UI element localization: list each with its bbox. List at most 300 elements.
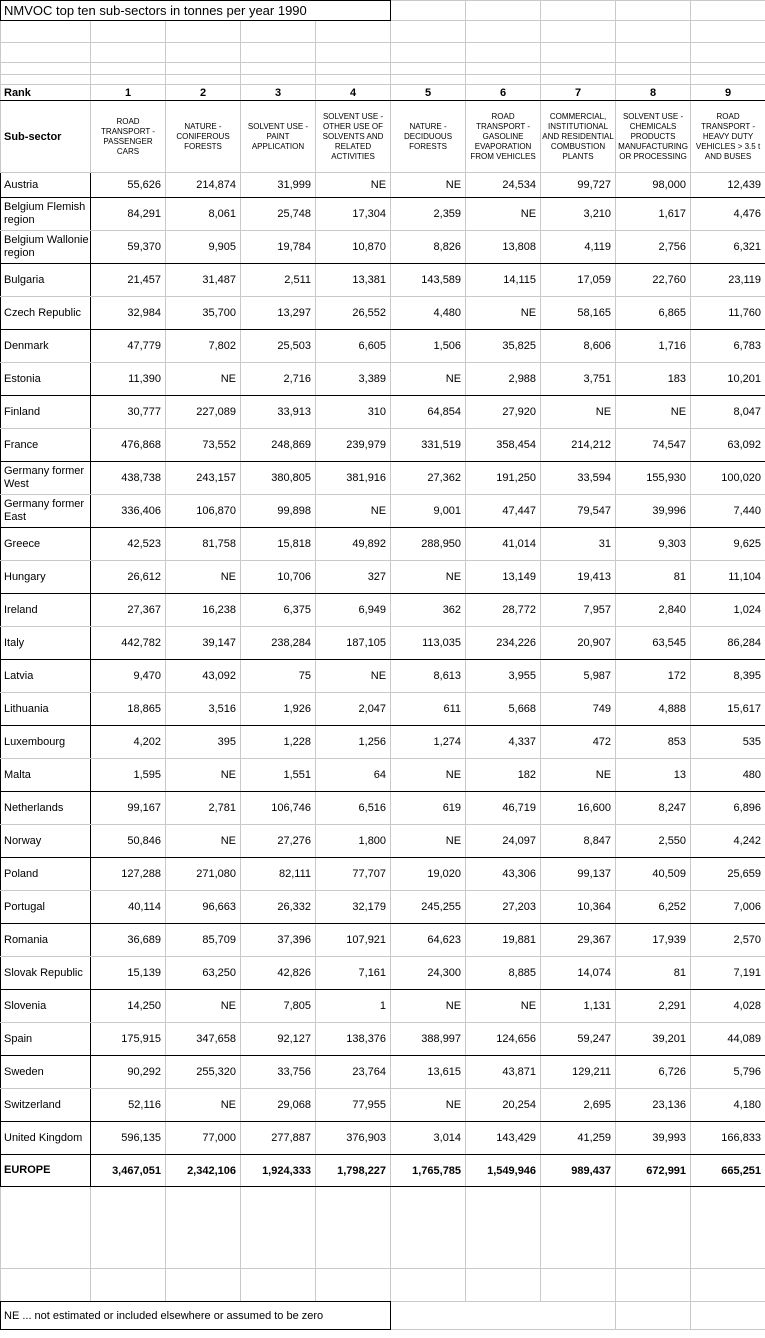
value-cell: 17,939 [616, 924, 691, 957]
empty-cell [316, 21, 391, 43]
empty-cell [466, 1187, 541, 1269]
value-cell: 82,111 [241, 858, 316, 891]
table-row [1, 363, 765, 396]
rank-number: 3 [241, 85, 316, 101]
value-cell: 30,777 [91, 396, 166, 429]
value-cell: 6,865 [616, 297, 691, 330]
value-cell: 2,342,106 [166, 1155, 241, 1187]
value-cell: 25,659 [691, 858, 765, 891]
value-cell: 19,413 [541, 561, 616, 594]
value-cell: 672,991 [616, 1155, 691, 1187]
country-label: Czech Republic [1, 297, 91, 330]
table-row [1, 858, 765, 891]
value-cell: NE [391, 759, 466, 792]
empty-cell [391, 63, 466, 75]
column-header: NATURE - CONIFEROUS FORESTS [166, 101, 241, 173]
value-cell: 7,440 [691, 495, 765, 528]
table-row [1, 825, 765, 858]
value-cell: 4,480 [391, 297, 466, 330]
value-cell: 64,623 [391, 924, 466, 957]
empty-cell [241, 43, 316, 63]
value-cell: 1,551 [241, 759, 316, 792]
value-cell: 11,104 [691, 561, 765, 594]
value-cell: 41,259 [541, 1122, 616, 1155]
country-label: Norway [1, 825, 91, 858]
empty-cell [166, 63, 241, 75]
value-cell: NE [466, 198, 541, 231]
value-cell: 8,247 [616, 792, 691, 825]
value-cell: 2,359 [391, 198, 466, 231]
value-cell: NE [166, 825, 241, 858]
table-row [1, 759, 765, 792]
value-cell: 172 [616, 660, 691, 693]
value-cell: 2,781 [166, 792, 241, 825]
empty-cell [541, 43, 616, 63]
rank-number: 4 [316, 85, 391, 101]
value-cell: 26,332 [241, 891, 316, 924]
value-cell: 26,612 [91, 561, 166, 594]
value-cell: 1,256 [316, 726, 391, 759]
empty-row [1, 63, 765, 75]
value-cell: 8,847 [541, 825, 616, 858]
value-cell: NE [391, 363, 466, 396]
table-row [1, 726, 765, 759]
value-cell: NE [391, 1089, 466, 1122]
value-cell: 2,988 [466, 363, 541, 396]
empty-cell [241, 63, 316, 75]
value-cell: NE [391, 561, 466, 594]
value-cell: 25,748 [241, 198, 316, 231]
value-cell: 362 [391, 594, 466, 627]
value-cell: 619 [391, 792, 466, 825]
country-label: Denmark [1, 330, 91, 363]
value-cell: 81,758 [166, 528, 241, 561]
table-row [1, 1023, 765, 1056]
value-cell: 4,119 [541, 231, 616, 264]
country-label: Spain [1, 1023, 91, 1056]
value-cell: 63,250 [166, 957, 241, 990]
empty-cell [466, 63, 541, 75]
value-cell: 11,390 [91, 363, 166, 396]
value-cell: 191,250 [466, 462, 541, 495]
table-row [1, 528, 765, 561]
value-cell: 3,210 [541, 198, 616, 231]
empty-cell [616, 43, 691, 63]
value-cell: 6,949 [316, 594, 391, 627]
value-cell: 31 [541, 528, 616, 561]
value-cell: 271,080 [166, 858, 241, 891]
value-cell: 96,663 [166, 891, 241, 924]
table-row [1, 462, 765, 495]
empty-cell [691, 63, 765, 75]
value-cell: 1,926 [241, 693, 316, 726]
table-row [1, 330, 765, 363]
column-header: NATURE - DECIDUOUS FORESTS [391, 101, 466, 173]
value-cell: 5,987 [541, 660, 616, 693]
country-label: Germany former East [1, 495, 91, 528]
value-cell: 1,506 [391, 330, 466, 363]
page-title: NMVOC top ten sub-sectors in tonnes per year 1990 [1, 1, 391, 21]
country-label: Slovenia [1, 990, 91, 1023]
table-row [1, 957, 765, 990]
value-cell: 3,516 [166, 693, 241, 726]
country-label: Estonia [1, 363, 91, 396]
value-cell: 5,796 [691, 1056, 765, 1089]
value-cell: 16,600 [541, 792, 616, 825]
value-cell: 13,297 [241, 297, 316, 330]
empty-cell [1, 1269, 91, 1302]
value-cell: 7,805 [241, 990, 316, 1023]
value-cell: 58,165 [541, 297, 616, 330]
value-cell: 9,001 [391, 495, 466, 528]
value-cell: 347,658 [166, 1023, 241, 1056]
value-cell: 31,487 [166, 264, 241, 297]
empty-cell [691, 21, 765, 43]
value-cell: 8,047 [691, 396, 765, 429]
value-cell: 113,035 [391, 627, 466, 660]
value-cell: 214,212 [541, 429, 616, 462]
value-cell: 2,550 [616, 825, 691, 858]
value-cell: 40,509 [616, 858, 691, 891]
value-cell: 243,157 [166, 462, 241, 495]
value-cell: 3,751 [541, 363, 616, 396]
value-cell: 1,617 [616, 198, 691, 231]
value-cell: 20,907 [541, 627, 616, 660]
empty-cell [466, 1, 541, 21]
empty-cell [316, 75, 391, 85]
value-cell: 39,147 [166, 627, 241, 660]
value-cell: 21,457 [91, 264, 166, 297]
country-label: Malta [1, 759, 91, 792]
value-cell: 14,250 [91, 990, 166, 1023]
empty-cell [691, 1, 765, 21]
empty-cell [91, 1187, 166, 1269]
country-label: France [1, 429, 91, 462]
value-cell: 46,719 [466, 792, 541, 825]
value-cell: 13,808 [466, 231, 541, 264]
value-cell: 99,898 [241, 495, 316, 528]
empty-cell [616, 21, 691, 43]
value-cell: 327 [316, 561, 391, 594]
value-cell: 23,119 [691, 264, 765, 297]
value-cell: 358,454 [466, 429, 541, 462]
rank-number: 5 [391, 85, 466, 101]
value-cell: 2,840 [616, 594, 691, 627]
value-cell: 16,238 [166, 594, 241, 627]
value-cell: 239,979 [316, 429, 391, 462]
value-cell: NE [316, 495, 391, 528]
empty-cell [541, 1269, 616, 1302]
value-cell: 13,615 [391, 1056, 466, 1089]
empty-cell [91, 1269, 166, 1302]
value-cell: 39,996 [616, 495, 691, 528]
value-cell: NE [616, 396, 691, 429]
value-cell: 143,429 [466, 1122, 541, 1155]
value-cell: 853 [616, 726, 691, 759]
value-cell: 37,396 [241, 924, 316, 957]
value-cell: 35,825 [466, 330, 541, 363]
value-cell: 44,089 [691, 1023, 765, 1056]
value-cell: 1,131 [541, 990, 616, 1023]
empty-cell [616, 1269, 691, 1302]
value-cell: 611 [391, 693, 466, 726]
value-cell: 26,552 [316, 297, 391, 330]
value-cell: 2,756 [616, 231, 691, 264]
empty-cell [166, 1187, 241, 1269]
table-row [1, 561, 765, 594]
value-cell: 13 [616, 759, 691, 792]
value-cell: 143,589 [391, 264, 466, 297]
empty-cell [166, 21, 241, 43]
value-cell: 1,549,946 [466, 1155, 541, 1187]
value-cell: 99,167 [91, 792, 166, 825]
value-cell: 1,716 [616, 330, 691, 363]
value-cell: 32,179 [316, 891, 391, 924]
value-cell: 33,913 [241, 396, 316, 429]
empty-cell [391, 1, 466, 21]
value-cell: 11,760 [691, 297, 765, 330]
rank-number: 9 [691, 85, 765, 101]
value-cell: 42,826 [241, 957, 316, 990]
value-cell: NE [166, 1089, 241, 1122]
country-label: Bulgaria [1, 264, 91, 297]
value-cell: 41,014 [466, 528, 541, 561]
value-cell: 6,783 [691, 330, 765, 363]
empty-cell [616, 1, 691, 21]
column-header-row [1, 101, 765, 173]
value-cell: 24,534 [466, 173, 541, 198]
column-header: ROAD TRANSPORT - HEAVY DUTY VEHICLES > 3.5 t AND BUSES [691, 101, 765, 173]
value-cell: 8,606 [541, 330, 616, 363]
value-cell: 43,306 [466, 858, 541, 891]
value-cell: 10,706 [241, 561, 316, 594]
table-row [1, 495, 765, 528]
value-cell: 59,247 [541, 1023, 616, 1056]
value-cell: 31,999 [241, 173, 316, 198]
value-cell: 124,656 [466, 1023, 541, 1056]
subsector-header-label: Sub-sector [1, 101, 91, 173]
value-cell: 98,000 [616, 173, 691, 198]
value-cell: 227,089 [166, 396, 241, 429]
value-cell: 9,905 [166, 231, 241, 264]
value-cell: 90,292 [91, 1056, 166, 1089]
value-cell: 4,180 [691, 1089, 765, 1122]
value-cell: 3,389 [316, 363, 391, 396]
value-cell: 20,254 [466, 1089, 541, 1122]
value-cell: 14,115 [466, 264, 541, 297]
value-cell: 24,300 [391, 957, 466, 990]
rank-number: 8 [616, 85, 691, 101]
value-cell: 3,955 [466, 660, 541, 693]
value-cell: 376,903 [316, 1122, 391, 1155]
empty-cell [616, 1187, 691, 1269]
value-cell: 47,447 [466, 495, 541, 528]
empty-cell [1, 1187, 91, 1269]
value-cell: 7,802 [166, 330, 241, 363]
column-header: ROAD TRANSPORT - PASSENGER CARS [91, 101, 166, 173]
value-cell: 15,617 [691, 693, 765, 726]
value-cell: 15,139 [91, 957, 166, 990]
value-cell: 2,047 [316, 693, 391, 726]
country-label: Latvia [1, 660, 91, 693]
value-cell: 17,304 [316, 198, 391, 231]
table-row [1, 1089, 765, 1122]
value-cell: NE [541, 396, 616, 429]
value-cell: 7,957 [541, 594, 616, 627]
value-cell: 182 [466, 759, 541, 792]
value-cell: 2,570 [691, 924, 765, 957]
value-cell: 84,291 [91, 198, 166, 231]
empty-cell [541, 1, 616, 21]
value-cell: 81 [616, 561, 691, 594]
value-cell: 35,700 [166, 297, 241, 330]
value-cell: 1,798,227 [316, 1155, 391, 1187]
value-cell: 380,805 [241, 462, 316, 495]
value-cell: 77,707 [316, 858, 391, 891]
empty-cell [391, 43, 466, 63]
value-cell: NE [166, 561, 241, 594]
value-cell: 92,127 [241, 1023, 316, 1056]
empty-cell [241, 1269, 316, 1302]
empty-cell [1, 63, 91, 75]
value-cell: 3,467,051 [91, 1155, 166, 1187]
value-cell: 27,920 [466, 396, 541, 429]
table-row [1, 297, 765, 330]
empty-cell [691, 1302, 765, 1330]
rank-row [1, 85, 765, 101]
value-cell: 214,874 [166, 173, 241, 198]
value-cell: 27,276 [241, 825, 316, 858]
country-label: Finland [1, 396, 91, 429]
table-row [1, 396, 765, 429]
value-cell: 1,800 [316, 825, 391, 858]
value-cell: 388,997 [391, 1023, 466, 1056]
total-row [1, 1155, 765, 1187]
empty-cell [1, 21, 91, 43]
empty-cell [241, 1187, 316, 1269]
value-cell: 75 [241, 660, 316, 693]
value-cell: 6,726 [616, 1056, 691, 1089]
table-row [1, 660, 765, 693]
value-cell: 7,006 [691, 891, 765, 924]
value-cell: 10,364 [541, 891, 616, 924]
country-label: Romania [1, 924, 91, 957]
table-row [1, 594, 765, 627]
value-cell: 442,782 [91, 627, 166, 660]
value-cell: 183 [616, 363, 691, 396]
value-cell: 14,074 [541, 957, 616, 990]
empty-cell [466, 21, 541, 43]
table-row [1, 1056, 765, 1089]
title-row [1, 1, 765, 21]
value-cell: 36,689 [91, 924, 166, 957]
value-cell: 12,439 [691, 173, 765, 198]
value-cell: 166,833 [691, 1122, 765, 1155]
value-cell: 438,738 [91, 462, 166, 495]
value-cell: 187,105 [316, 627, 391, 660]
empty-cell [391, 1302, 616, 1330]
value-cell: 73,552 [166, 429, 241, 462]
table-row [1, 231, 765, 264]
value-cell: 19,881 [466, 924, 541, 957]
empty-cell [541, 21, 616, 43]
value-cell: NE [166, 363, 241, 396]
empty-cell [1, 43, 91, 63]
value-cell: 23,136 [616, 1089, 691, 1122]
value-cell: 2,291 [616, 990, 691, 1023]
value-cell: 79,547 [541, 495, 616, 528]
value-cell: 64 [316, 759, 391, 792]
value-cell: 749 [541, 693, 616, 726]
value-cell: NE [391, 990, 466, 1023]
value-cell: 277,887 [241, 1122, 316, 1155]
value-cell: NE [166, 990, 241, 1023]
value-cell: 7,161 [316, 957, 391, 990]
value-cell: 100,020 [691, 462, 765, 495]
country-label: Sweden [1, 1056, 91, 1089]
value-cell: 18,865 [91, 693, 166, 726]
value-cell: 472 [541, 726, 616, 759]
value-cell: 29,367 [541, 924, 616, 957]
empty-cell [241, 75, 316, 85]
rank-number: 6 [466, 85, 541, 101]
value-cell: 331,519 [391, 429, 466, 462]
value-cell: 2,511 [241, 264, 316, 297]
value-cell: 4,888 [616, 693, 691, 726]
value-cell: 27,362 [391, 462, 466, 495]
country-label: Switzerland [1, 1089, 91, 1122]
value-cell: 106,870 [166, 495, 241, 528]
country-label: Greece [1, 528, 91, 561]
value-cell: 13,381 [316, 264, 391, 297]
value-cell: 381,916 [316, 462, 391, 495]
country-label: Luxembourg [1, 726, 91, 759]
value-cell: 59,370 [91, 231, 166, 264]
value-cell: 81 [616, 957, 691, 990]
value-cell: 3,014 [391, 1122, 466, 1155]
value-cell: 4,337 [466, 726, 541, 759]
value-cell: 77,000 [166, 1122, 241, 1155]
empty-cell [691, 75, 765, 85]
empty-row [1, 75, 765, 85]
value-cell: NE [166, 759, 241, 792]
column-header: COMMERCIAL, INSTITUTIONAL AND RESIDENTIAL COMBUSTION PLANTS [541, 101, 616, 173]
value-cell: 32,984 [91, 297, 166, 330]
country-label: Hungary [1, 561, 91, 594]
country-label: Belgium Wallonie region [1, 231, 91, 264]
empty-cell [616, 63, 691, 75]
empty-cell [616, 1302, 691, 1330]
column-header: ROAD TRANSPORT - GASOLINE EVAPORATION FROM VEHICLES [466, 101, 541, 173]
footnote: NE ... not estimated or included elsewhere or assumed to be zero [1, 1302, 391, 1330]
value-cell: 43,092 [166, 660, 241, 693]
table-row [1, 891, 765, 924]
value-cell: 155,930 [616, 462, 691, 495]
empty-cell [91, 75, 166, 85]
value-cell: 1,765,785 [391, 1155, 466, 1187]
value-cell: 19,020 [391, 858, 466, 891]
rank-number: 7 [541, 85, 616, 101]
empty-row [1, 1269, 765, 1302]
value-cell: 8,395 [691, 660, 765, 693]
value-cell: 63,545 [616, 627, 691, 660]
value-cell: 2,695 [541, 1089, 616, 1122]
value-cell: 74,547 [616, 429, 691, 462]
value-cell: 1,024 [691, 594, 765, 627]
table-row [1, 924, 765, 957]
column-header: SOLVENT USE - PAINT APPLICATION [241, 101, 316, 173]
table-row [1, 1122, 765, 1155]
